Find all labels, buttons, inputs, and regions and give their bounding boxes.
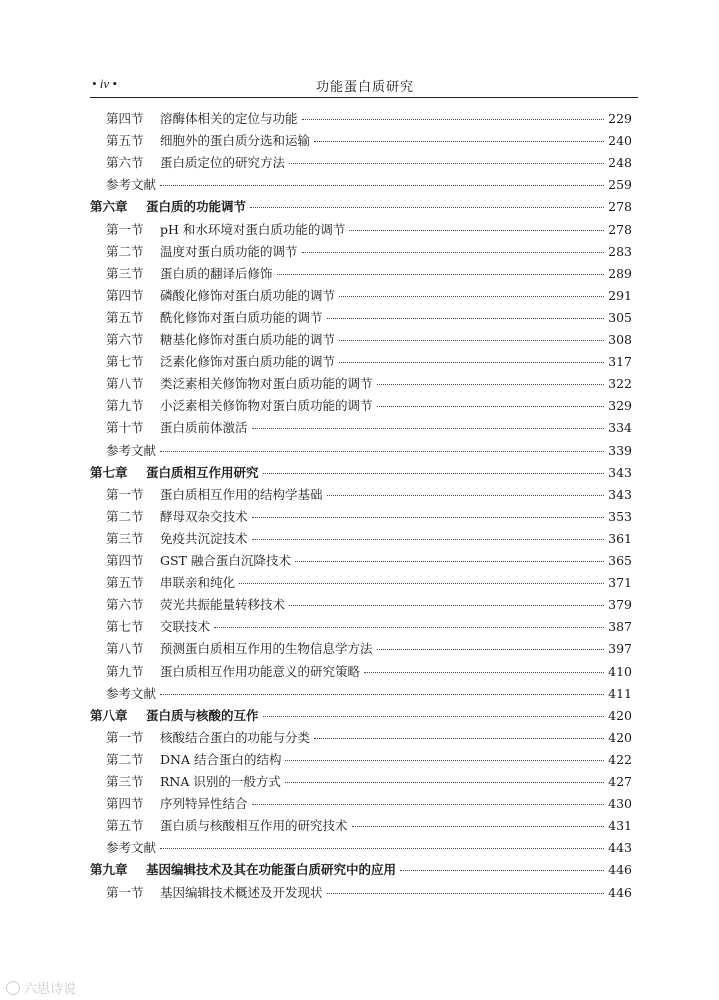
toc-page-number: 334 <box>608 420 632 436</box>
toc-section-row <box>106 793 632 815</box>
toc-page-number: 397 <box>608 641 632 657</box>
toc-page-number: 379 <box>608 597 632 613</box>
toc-title: 串联亲和纯化 <box>160 575 236 591</box>
toc-number: 第九章 <box>90 862 128 878</box>
dot-leader <box>352 826 605 827</box>
toc-number: 第六节 <box>106 155 144 171</box>
dot-leader <box>339 362 604 363</box>
running-header <box>92 76 638 98</box>
toc-title: 参考文献 <box>106 685 157 701</box>
toc-section-row <box>106 572 632 594</box>
dot-leader <box>160 185 604 186</box>
dot-leader <box>285 760 604 761</box>
dot-leader <box>327 318 605 319</box>
toc-section-row <box>106 108 632 130</box>
toc-title: GST 融合蛋白沉降技术 <box>160 553 291 568</box>
dot-leader <box>327 893 605 894</box>
toc-section-row <box>106 263 632 285</box>
toc-chapter-row <box>90 196 632 218</box>
toc-section-row <box>106 594 632 616</box>
toc-title: 参考文献 <box>106 442 157 458</box>
toc-section-row <box>106 395 632 417</box>
toc-number: 第九节 <box>106 663 144 679</box>
toc-section-row <box>106 307 632 329</box>
toc-title: 磷酸化修饰对蛋白质功能的调节 <box>160 287 336 303</box>
toc-title: 酰化修饰对蛋白质功能的调节 <box>160 309 323 325</box>
toc-page-number: 343 <box>608 486 632 502</box>
toc-page-number: 289 <box>608 265 632 281</box>
toc-page-number: 443 <box>608 840 632 856</box>
toc-page-number: 322 <box>608 376 632 392</box>
toc-number: 第十节 <box>106 420 144 436</box>
dot-leader <box>263 473 605 474</box>
toc-section-row <box>106 285 632 307</box>
dot-leader <box>285 782 604 783</box>
toc-section-row <box>106 550 632 572</box>
toc-title: 蛋白质相互作用功能意义的研究策略 <box>160 663 361 679</box>
toc-number: 第八章 <box>90 707 128 723</box>
dot-leader <box>377 649 605 650</box>
toc-number: 第七节 <box>106 354 144 370</box>
toc-number: 第四节 <box>106 287 144 303</box>
toc-number: 第四节 <box>106 796 144 812</box>
toc-chapter-row <box>90 462 632 484</box>
dot-leader <box>327 495 605 496</box>
toc-title: 蛋白质的功能调节 <box>146 199 247 215</box>
toc-number: 第九节 <box>106 398 144 414</box>
toc-page-number: 240 <box>608 133 632 149</box>
toc-page-number: 446 <box>608 884 632 900</box>
weibo-icon <box>6 981 20 995</box>
toc-title: 小泛素相关修饰物对蛋白质功能的调节 <box>160 398 373 414</box>
toc-references-row <box>106 440 632 462</box>
toc-title: DNA 结合蛋白的结构 <box>160 751 282 767</box>
toc-page-number: 343 <box>608 464 632 480</box>
toc-section-row <box>106 506 632 528</box>
toc-number: 第二节 <box>106 243 144 259</box>
toc-page-number: 308 <box>608 332 632 347</box>
dot-leader <box>295 561 604 562</box>
dot-leader <box>314 141 604 142</box>
dot-leader <box>252 428 605 429</box>
toc-title: 酵母双杂交技术 <box>160 508 248 524</box>
dot-leader <box>314 738 604 739</box>
toc-title: 糖基化修饰对蛋白质功能的调节 <box>160 332 336 347</box>
toc-page-number: 427 <box>608 774 632 789</box>
toc-section-row <box>106 815 632 837</box>
toc-number: 第八节 <box>106 641 144 657</box>
toc-number: 第三节 <box>106 774 144 789</box>
dot-leader <box>302 252 605 253</box>
toc-section-row <box>106 241 632 263</box>
toc-section-row <box>106 373 632 395</box>
dot-leader <box>160 694 604 695</box>
toc-section-row <box>106 152 632 174</box>
toc-number: 第一节 <box>106 486 144 502</box>
toc-title: 蛋白质与核酸相互作用的研究技术 <box>160 818 348 834</box>
toc-title: 交联技术 <box>160 619 211 635</box>
dot-leader <box>277 274 605 275</box>
toc-number: 第七章 <box>90 464 128 480</box>
toc-page-number: 317 <box>608 354 632 370</box>
toc-section-row <box>106 727 632 749</box>
dot-leader <box>339 340 604 341</box>
toc-title: 参考文献 <box>106 177 157 193</box>
toc-number: 第五节 <box>106 575 144 591</box>
toc-title: 荧光共振能量转移技术 <box>160 597 286 613</box>
toc-section-row <box>106 351 632 373</box>
header-rule <box>90 97 638 98</box>
toc-section-row <box>106 528 632 550</box>
toc-title: 基因编辑技术及其在功能蛋白质研究中的应用 <box>146 862 397 878</box>
toc-title: 蛋白质相互作用的结构学基础 <box>160 486 323 502</box>
toc-number: 第六节 <box>106 597 144 613</box>
toc-title: 序列特异性结合 <box>160 796 248 812</box>
toc-section-row <box>106 130 632 152</box>
toc-number: 第四节 <box>106 111 144 126</box>
toc-page-number: 365 <box>608 553 632 568</box>
toc-number: 第一节 <box>106 729 144 745</box>
toc-page-number: 291 <box>608 287 632 303</box>
dot-leader <box>364 672 604 673</box>
toc-number: 第六节 <box>106 332 144 347</box>
toc-section-row <box>106 638 632 660</box>
toc-page-number: 446 <box>608 862 632 878</box>
toc-chapter-row <box>90 859 632 881</box>
toc-title: 蛋白质定位的研究方法 <box>160 155 286 171</box>
toc-number: 第七节 <box>106 619 144 635</box>
toc-references-row <box>106 174 632 196</box>
toc-page-number: 278 <box>608 221 632 237</box>
toc-number: 第一节 <box>106 221 144 237</box>
toc-title: 参考文献 <box>106 840 157 856</box>
toc-title: 蛋白质与核酸的互作 <box>146 707 259 723</box>
toc-page-number: 422 <box>608 751 632 767</box>
watermark-text: 六思诗说 <box>24 982 77 997</box>
toc-number: 第三节 <box>106 265 144 281</box>
toc-title: 蛋白质相互作用研究 <box>146 464 259 480</box>
toc-section-row <box>106 329 632 351</box>
dot-leader <box>289 163 604 164</box>
dot-leader <box>160 848 604 849</box>
toc-page-number: 283 <box>608 243 632 259</box>
toc-number: 第一节 <box>106 884 144 900</box>
toc-section-row <box>106 417 632 439</box>
dot-leader <box>400 870 604 871</box>
dot-leader <box>377 406 605 407</box>
dot-leader <box>239 583 604 584</box>
toc-number: 第二节 <box>106 751 144 767</box>
toc-number: 第三节 <box>106 530 144 546</box>
toc-number: 第五节 <box>106 818 144 834</box>
toc-page-number: 339 <box>608 442 632 458</box>
toc-number: 第五节 <box>106 309 144 325</box>
toc-title: 蛋白质前体激活 <box>160 420 248 436</box>
page-number: • iv • <box>92 76 117 91</box>
toc-section-row <box>106 661 632 683</box>
toc-title: 基因编辑技术概述及开发现状 <box>160 884 323 900</box>
toc-title: 细胞外的蛋白质分选和运输 <box>160 133 311 149</box>
toc-page-number: 259 <box>608 177 632 193</box>
dot-leader <box>289 605 604 606</box>
toc-section-row <box>106 484 632 506</box>
toc-references-row <box>106 837 632 859</box>
toc-page-number: 430 <box>608 796 632 812</box>
dot-leader <box>250 207 604 208</box>
toc-page-number: 420 <box>608 707 632 723</box>
toc-references-row <box>106 683 632 705</box>
toc-page-number: 420 <box>608 729 632 745</box>
watermark <box>6 978 76 997</box>
dot-leader <box>160 451 604 452</box>
dot-leader <box>263 716 605 717</box>
toc-page-number: 411 <box>608 685 632 701</box>
toc-page-number: 410 <box>608 663 632 679</box>
toc-title: pH 和水环境对蛋白质功能的调节 <box>160 221 346 237</box>
toc-number: 第四节 <box>106 553 144 568</box>
toc-page-number: 329 <box>608 398 632 414</box>
dot-leader <box>214 627 604 628</box>
toc-section-row <box>106 749 632 771</box>
toc-title: 预测蛋白质相互作用的生物信息学方法 <box>160 641 373 657</box>
toc-page-number: 248 <box>608 155 632 171</box>
toc-number: 第五节 <box>106 133 144 149</box>
toc-section-row <box>106 882 632 904</box>
toc-title: 类泛素相关修饰物对蛋白质功能的调节 <box>160 376 373 392</box>
dot-leader <box>339 296 604 297</box>
book-title: 功能蛋白质研究 <box>315 80 414 95</box>
dot-leader <box>302 119 605 120</box>
dot-leader <box>377 384 605 385</box>
dot-leader <box>252 539 605 540</box>
toc-page-number: 305 <box>608 309 632 325</box>
toc-page-number: 387 <box>608 619 632 635</box>
toc-title: RNA 识别的一般方式 <box>160 774 281 789</box>
toc-title: 温度对蛋白质功能的调节 <box>160 243 298 259</box>
dot-leader <box>252 804 605 805</box>
toc-number: 第二节 <box>106 508 144 524</box>
toc-page-number: 353 <box>608 508 632 524</box>
toc-title: 核酸结合蛋白的功能与分类 <box>160 729 311 745</box>
toc-title: 免疫共沉淀技术 <box>160 530 248 546</box>
toc-section-row <box>106 771 632 793</box>
toc-page-number: 278 <box>608 199 632 215</box>
toc-chapter-row <box>90 705 632 727</box>
toc-title: 蛋白质的翻译后修饰 <box>160 265 273 281</box>
toc-page-number: 371 <box>608 575 632 591</box>
toc-title: 泛素化修饰对蛋白质功能的调节 <box>160 354 336 370</box>
toc-page-number: 431 <box>608 818 632 834</box>
toc-title: 溶酶体相关的定位与功能 <box>160 111 298 126</box>
toc-number: 第六章 <box>90 199 128 215</box>
toc-section-row <box>106 219 632 241</box>
dot-leader <box>349 230 604 231</box>
dot-leader <box>252 517 605 518</box>
toc-page-number: 229 <box>608 111 632 126</box>
toc-section-row <box>106 616 632 638</box>
toc-number: 第八节 <box>106 376 144 392</box>
toc-page-number: 361 <box>608 530 632 546</box>
